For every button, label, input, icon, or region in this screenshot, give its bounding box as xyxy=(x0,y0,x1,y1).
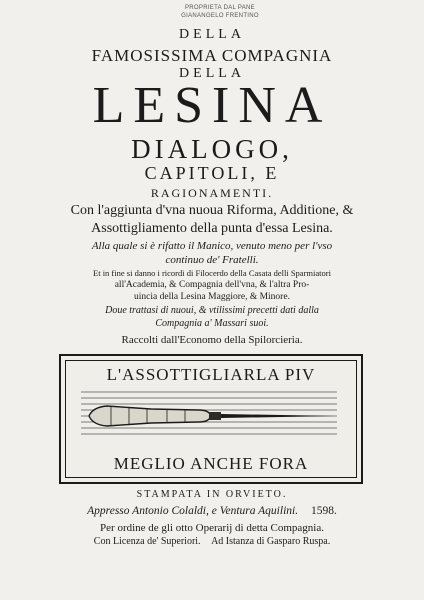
title-dialogo: DIALOGO, xyxy=(131,134,293,164)
body-line-10: Raccolti dall'Economo della Spilorcieria. xyxy=(121,334,303,346)
title-capitoli: CAPITOLI, E xyxy=(144,163,280,183)
stamp-line-2: GIANANGELO FRENTINO xyxy=(181,13,259,19)
body-line-5: Et in fine si danno i ricordi di Filocerdo della Casata delli Sparmiatori xyxy=(93,268,331,278)
body-line-8: Doue trattasi di nuoui, & vtilissimi precetti dati dalla xyxy=(105,305,319,316)
imprint-instance: Ad Istanza di Gasparo Ruspa. xyxy=(211,536,331,547)
title-della-2: DELLA xyxy=(179,66,245,81)
title-lesina: LESINA xyxy=(92,77,332,134)
imprint-order: Per ordine de gli otto Operarij di detta Compagnia. xyxy=(100,522,324,534)
title-ragionamenti: RAGIONAMENTI. xyxy=(150,186,274,200)
stamp-line-1: PROPRIETA DAL PANE xyxy=(185,5,255,11)
imprint-licence: Con Licenza de' Superiori. xyxy=(93,536,201,547)
emblem-motto-top: L'ASSOTTIGLIARLA PIV xyxy=(106,365,316,384)
emblem-frame xyxy=(59,354,363,484)
title-famosissima: FAMOSISSIMA COMPAGNIA xyxy=(91,46,333,65)
body-line-2: Assottigliamento della punta d'essa Lesina. xyxy=(91,221,333,236)
body-line-7: uincia della Lesina Maggiore, & Minore. xyxy=(134,292,290,302)
imprint-printer-line xyxy=(0,505,424,517)
body-line-9: Compagnia a' Massari suoi. xyxy=(155,318,269,329)
body-line-3: Alla quale si è rifatto il Manico, venuto meno per l'vso xyxy=(91,240,333,252)
body-line-1: Con l'aggiunta d'vna nuoua Riforma, Additione, & xyxy=(70,203,354,218)
imprint-printer: Appresso Antonio Colaldi, e Ventura Aquilini. xyxy=(87,505,299,517)
emblem-motto-bottom: MEGLIO ANCHE FORA xyxy=(113,454,309,473)
body-line-4: continuo de' Fratelli. xyxy=(165,254,259,266)
ownership-stamp xyxy=(150,4,290,20)
body-line-6: all'Academia, & Compagnia dell'vna, & l'altra Pro- xyxy=(114,280,310,290)
title-della-1: DELLA xyxy=(179,27,245,42)
imprint-year: 1598. xyxy=(310,505,337,517)
imprint-place: STAMPATA IN ORVIETO. xyxy=(136,489,288,500)
imprint-licence-line xyxy=(0,536,424,547)
awl-emblem-icon xyxy=(81,386,337,442)
